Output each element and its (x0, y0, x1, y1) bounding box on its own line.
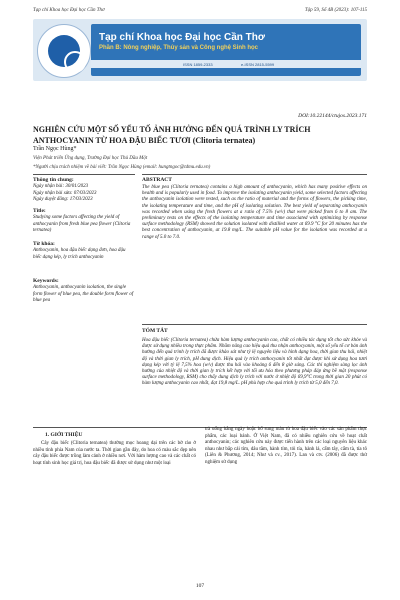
divider (33, 174, 135, 175)
banner-title-panel (91, 24, 361, 76)
issn-online: e-ISSN 2815-5599 (241, 62, 275, 67)
article-dates (33, 184, 135, 204)
vietnamese-keywords: Anthocyanin, hoa đậu biếc dạng đơn, hoa đậu biếc dạng kép, ly trích anthocyanin (33, 248, 126, 260)
abstract-text: The blue pea (Clitoria ternatea) contains a high amount of anthocyanin, which has many positive effects on health and is popularly used in food. To improve the isolating anthocyanin yield, some selected factors affecting the anthocyanin isolation were tested, such as the ratio of material and the forms of flowers, the picking time, the isolating temperature and time, and the pH of isolating solution. The best yield of separating anthocyanin was recorded when using the fresh flowers at a ratio of 7.5% (w/v) that were picked from 6 to 8 am. The preliminary tests on the effects of the isolating temperature and time associated with optimizing by response surface methodology (RSM) showed the solution isolated with distilled water at 69.9 °C for 20 minutes has the best concentration of anthocyanin, at 19.8 mg/L. The suitable pH value for the isolation was recorded at a range of 5.0 to 7.0. (142, 185, 367, 240)
banner-subtitle: Phần B: Nông nghiệp, Thủy sản và Công nghệ Sinh học (99, 45, 258, 51)
journal-banner (33, 19, 367, 81)
page-number: 107 (195, 583, 205, 589)
author-affiliation: Viện Phát triển Ứng dụng, Trường Đại học Thủ Dầu Một (33, 156, 148, 161)
english-keywords: Anthocyanin, anthocyanin isolation, the single form flower of blue pea, the double form flower of blue pea (33, 285, 134, 303)
revised-date: Ngày nhận bài sửa: 07/03/2023 (33, 190, 97, 196)
running-head-volume: Tập 59, Số 4B (2023): 107-115 (304, 8, 367, 13)
body-paragraph: Cây đậu biếc (Clitoria ternatea) thường mọc hoang dại trên các bờ rào ở nhiều tỉnh phía Nam của nước ta. Thời gian gần đây, do hoa có màu sắc đẹp nên cây đậu biếc được trồng làm cảnh ở nhiều nơi. Với hàm lượng cao và các chất có hoạt tính sinh học giá trị, hoa đậu biếc đã được sử dụng như một loại (33, 441, 196, 466)
doi-link[interactable]: DOI:10.22144/ctujos.2023.171 (298, 113, 367, 119)
accepted-date: Ngày duyệt đăng: 17/03/2023 (33, 197, 93, 202)
tomtat-heading: TÓM TẮT (142, 328, 168, 334)
abstract-heading: ABSTRACT (142, 177, 172, 183)
english-title-heading: Title: (33, 208, 46, 214)
article-info-heading: Thông tin chung: (33, 177, 74, 183)
divider (142, 324, 367, 325)
section-heading: 1. GIỚI THIỆU (45, 432, 83, 438)
vietnamese-keywords-heading: Từ khóa: (33, 241, 55, 247)
issn-print: ISSN 1859-2333 (183, 62, 213, 67)
english-keywords-heading: Keywords: (33, 278, 59, 284)
running-head-journal: Tạp chí Khoa học Đại học Cần Thơ (33, 8, 105, 13)
english-title: Studying some factors affecting the yield of anthocyanin from fresh blue pea flower (Clitoria ternatea) (33, 215, 131, 233)
banner-title: Tạp chí Khoa học Đại học Cần Thơ (99, 32, 266, 43)
article-title: NGHIÊN CỨU MỘT SỐ YẾU TỐ ẢNH HƯỞNG ĐẾN QUÁ TRÌNH LY TRÍCH ANTHOCYANIN TỪ HOA ĐẬU BIẾC TƯƠI (Clitoria ternatea) (33, 125, 311, 145)
tomtat-text: Hoa đậu biếc (Clitoria ternatea) chứa hàm lượng anthocyanin cao, chất có nhiều tác dụng tốt cho sức khỏe và được sử dụng nhiều trong thực phẩm. Nhằm nâng cao hiệu quả thu nhận anthocyanin, một số yếu tố cơ bản ảnh hưởng đến quá trình ly trích đã được khảo sát như tỷ lệ nguyên liệu và hình dạng hoa, thời gian thu hái, nhiệt độ và thời gian ly trích, pH dung dịch. Hiệu quả ly trích anthocyanin tốt nhất đạt được khi sử dụng hoa tươi dạng kép với tỷ lệ 7,5% hoa (w/v) được thu hái vào khoảng 6 đến 8 giờ sáng. Các thí nghiệm sàng lọc ảnh hưởng của nhiệt độ và thời gian ly trích kết hợp với tối ưu hóa theo phương pháp đáp ứng bề mặt (response surface methodology, RSM) cho thấy dung dịch ly trích với nước ở nhiệt độ 69,9°C trong thời gian 20 phút có hàm lượng anthocyanin cao nhất, đạt 19,8 mg/L. pH phù hợp cho quá trình ly trích từ 5,0 đến 7,0. (142, 338, 367, 387)
received-date: Ngày nhận bài: 30/01/2023 (33, 184, 89, 189)
corresponding-author: *Người chịu trách nhiệm về bài viết: Trần Ngọc Hùng (email: hungtngoc@tdmu.edu.vn) (33, 165, 211, 170)
issn-strip (91, 60, 361, 68)
author-name: Trần Ngọc Hùng* (33, 146, 77, 152)
body-paragraph: trà uống hằng ngày hoặc bổ sung màu từ hoa đậu biếc vào các sản phẩm thực phẩm, các loại bánh. Ở Việt Nam, đã có nhiều nghiên cứu về hoạt chất anthocyanin; các nghiên cứu này được tiến hành trên các loại nguyên liệu khác nhau như bắp cải tím, dâu tằm, hành tím, tỏi tía, hành lá, cẩm tây, cẩm tà, tía tô (Liên & Phương, 2014; Như và cv., 2017). Lan và ctv. (2006) đã được thử nghiệm sử dụng (205, 427, 367, 465)
divider (142, 174, 367, 175)
university-logo-icon (37, 24, 91, 78)
